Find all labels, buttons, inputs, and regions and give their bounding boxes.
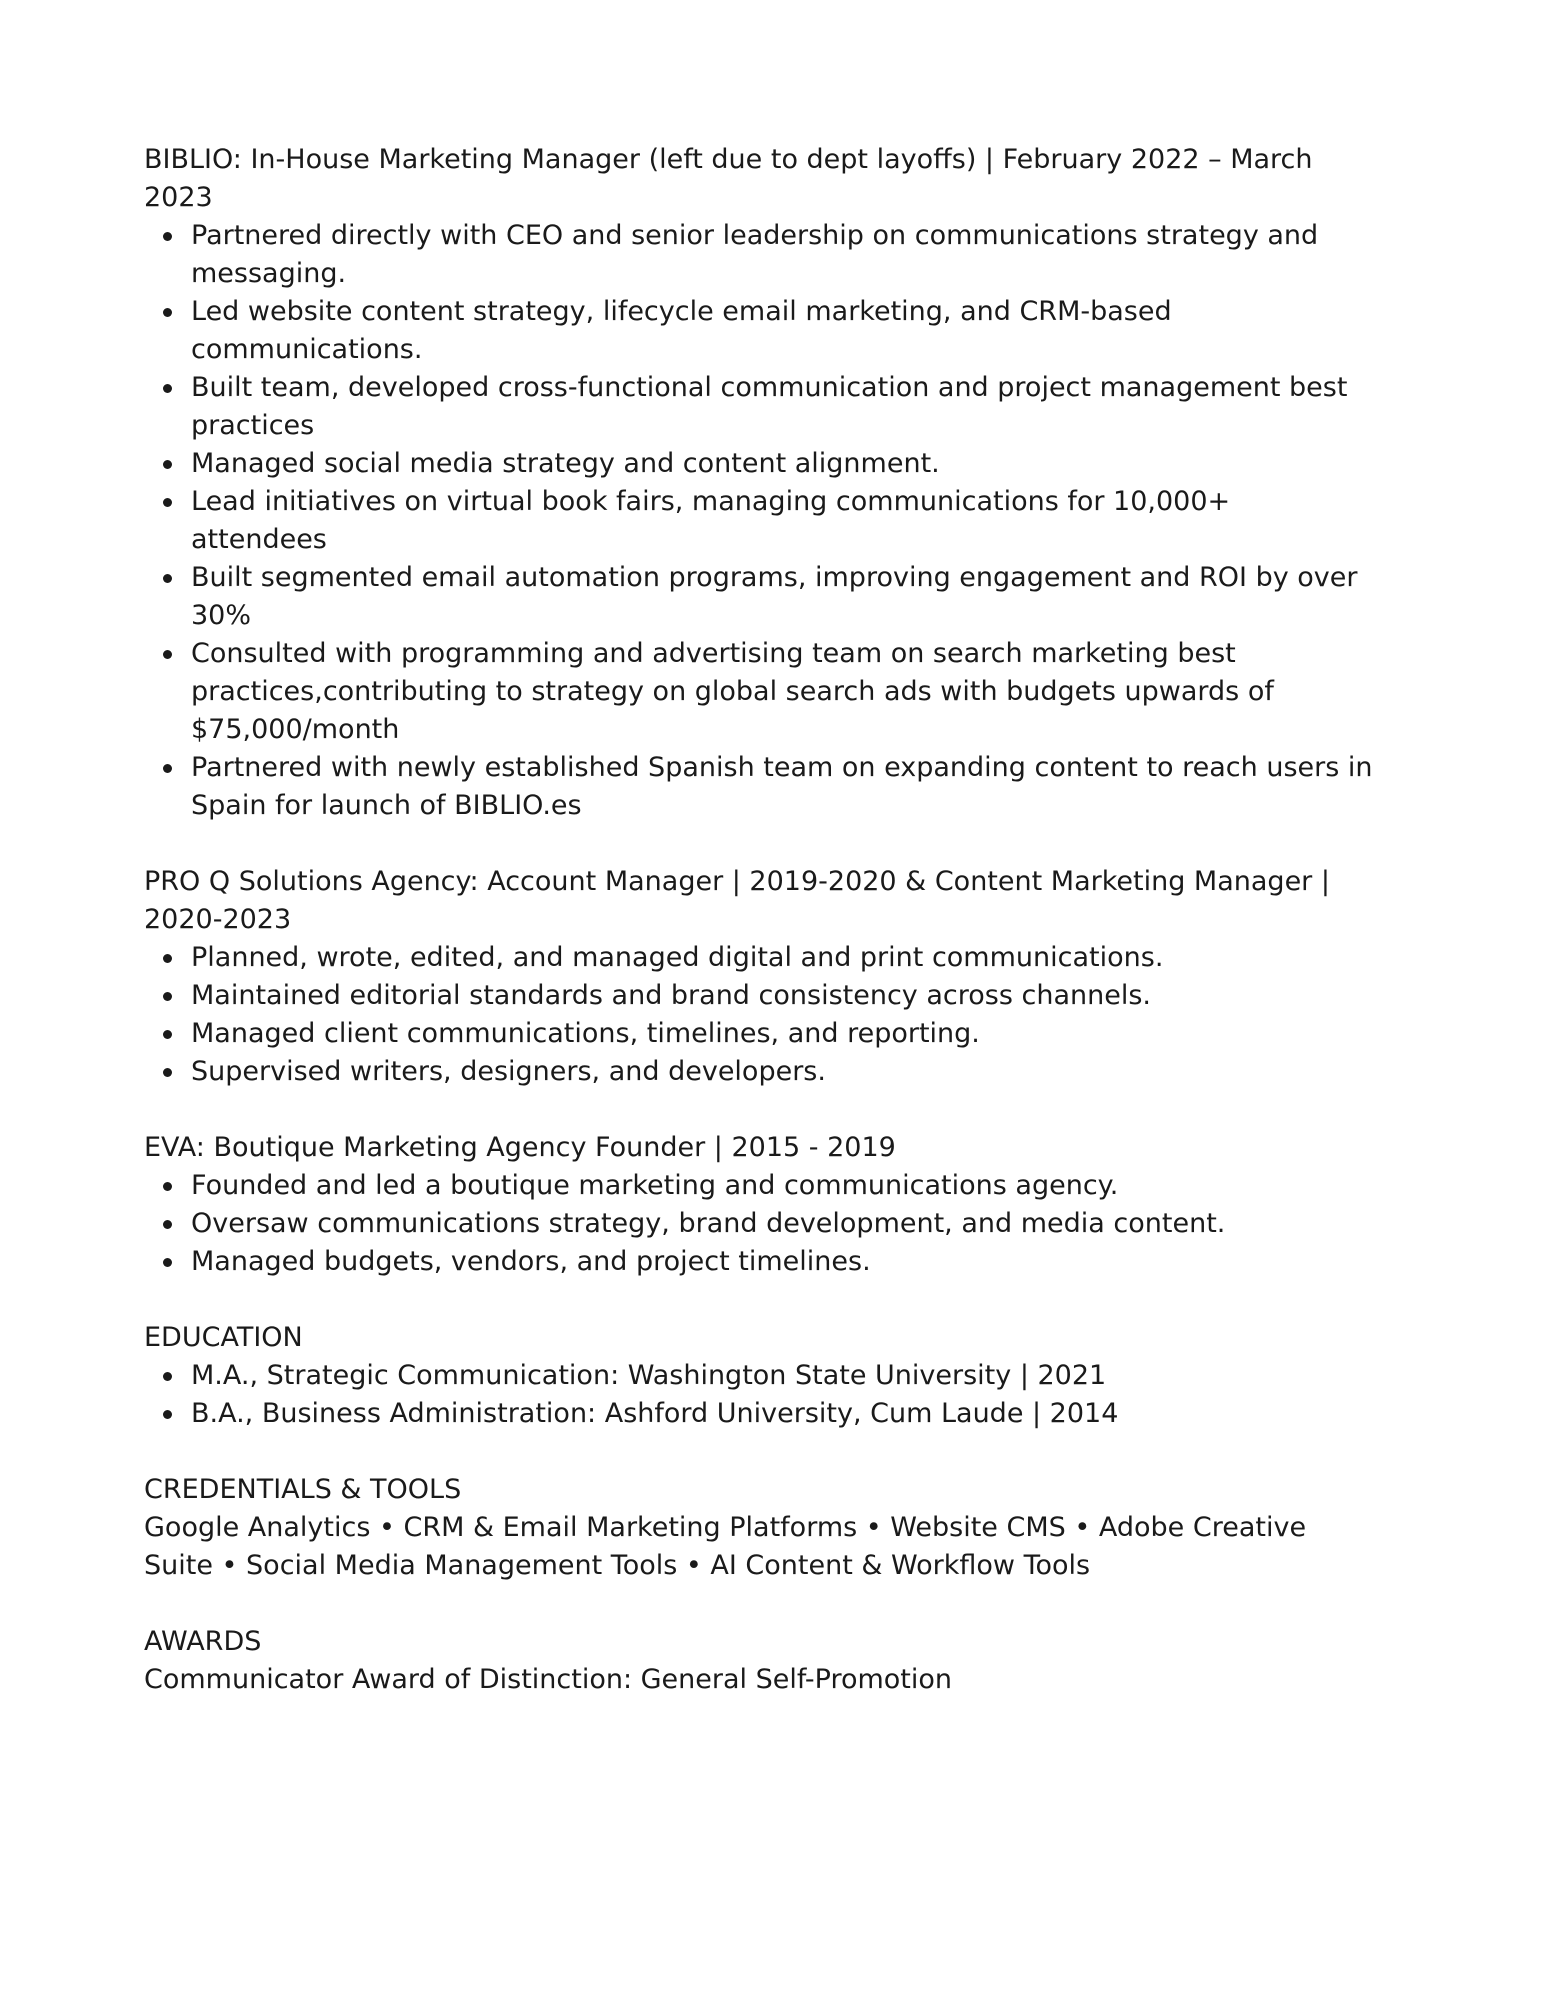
job-bullets — [144, 217, 1374, 825]
section-heading: AWARDS — [144, 1626, 262, 1657]
list-item: Partnered with newly established Spanish team on expanding content to reach users in Spain for launch of BIBLIO.es — [191, 749, 1374, 825]
credentials-text: Google Analytics • CRM & Email Marketing Platforms • Website CMS • Adobe Creative Suite • Social Media Management Tools • AI Content & Workflow Tools — [144, 1512, 1307, 1581]
list-item: Consulted with programming and advertising team on search marketing best practices,contributing to strategy on global search ads with budgets upwards of $75,000/month — [191, 635, 1374, 749]
list-item: Managed client communications, timelines, and reporting. — [191, 1015, 1374, 1053]
job-eva — [144, 1129, 1374, 1281]
credentials-section — [144, 1471, 1374, 1585]
list-item: Lead initiatives on virtual book fairs, managing communications for 10,000+ attendees — [191, 483, 1374, 559]
section-heading: EDUCATION — [144, 1322, 303, 1353]
list-item: M.A., Strategic Communication: Washington State University | 2021 — [191, 1357, 1374, 1395]
resume-page — [144, 141, 1374, 1737]
job-heading: BIBLIO: In-House Marketing Manager (left due to dept layoffs) | February 2022 – March 2023 — [144, 144, 1313, 213]
list-item: Led website content strategy, lifecycle email marketing, and CRM-based communications. — [191, 293, 1374, 369]
job-pro-q — [144, 863, 1374, 1091]
awards-text: Communicator Award of Distinction: General Self-Promotion — [144, 1664, 953, 1695]
job-heading: EVA: Boutique Marketing Agency Founder | 2015 - 2019 — [144, 1132, 896, 1163]
list-item: Built segmented email automation programs, improving engagement and ROI by over 30% — [191, 559, 1374, 635]
list-item: Partnered directly with CEO and senior leadership on communications strategy and messaging. — [191, 217, 1374, 293]
awards-section — [144, 1623, 1374, 1699]
list-item: Maintained editorial standards and brand consistency across channels. — [191, 977, 1374, 1015]
section-heading: CREDENTIALS & TOOLS — [144, 1474, 462, 1505]
education-section — [144, 1319, 1374, 1433]
list-item: Supervised writers, designers, and developers. — [191, 1053, 1374, 1091]
list-item: Managed social media strategy and content alignment. — [191, 445, 1374, 483]
list-item: Founded and led a boutique marketing and communications agency. — [191, 1167, 1374, 1205]
list-item: Managed budgets, vendors, and project timelines. — [191, 1243, 1374, 1281]
list-item: Planned, wrote, edited, and managed digital and print communications. — [191, 939, 1374, 977]
list-item: B.A., Business Administration: Ashford University, Cum Laude | 2014 — [191, 1395, 1374, 1433]
job-bullets — [144, 939, 1374, 1091]
education-list — [144, 1357, 1374, 1433]
list-item: Oversaw communications strategy, brand development, and media content. — [191, 1205, 1374, 1243]
job-heading: PRO Q Solutions Agency: Account Manager | 2019-2020 & Content Marketing Manager | 2020-2023 — [144, 866, 1330, 935]
list-item: Built team, developed cross-functional communication and project management best practices — [191, 369, 1374, 445]
job-biblio — [144, 141, 1374, 825]
job-bullets — [144, 1167, 1374, 1281]
